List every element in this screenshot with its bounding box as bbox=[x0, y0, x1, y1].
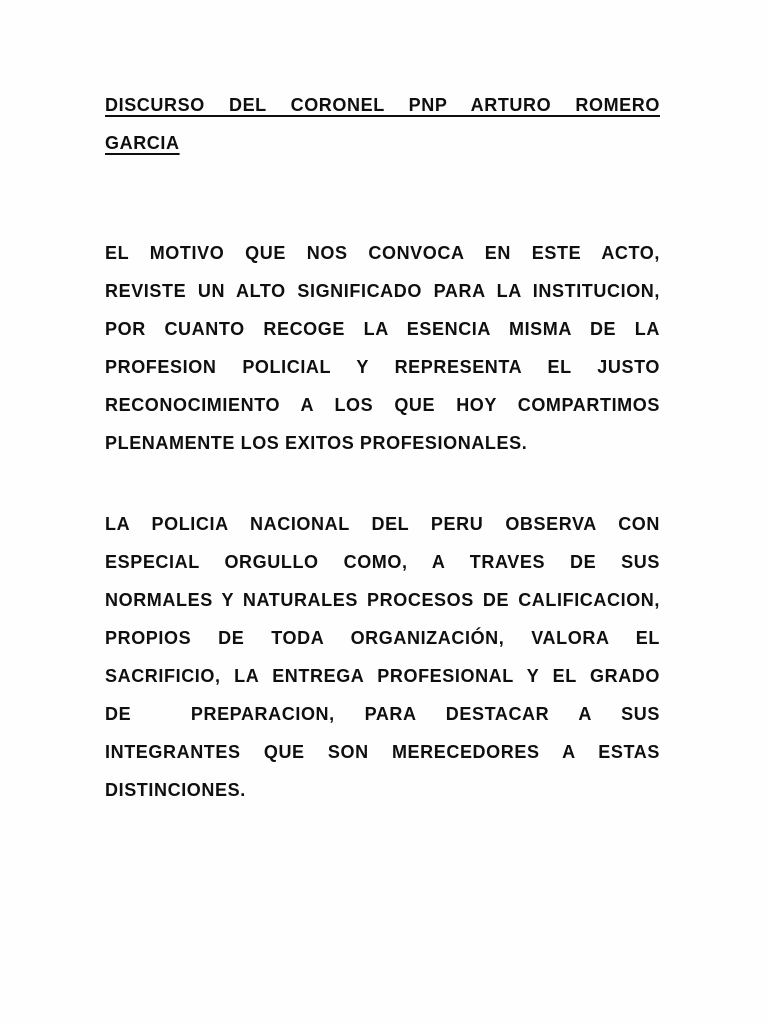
paragraph-2-line: INTEGRANTES QUE SON MERECEDORES A ESTAS bbox=[105, 742, 660, 762]
paragraph-1-line: PROFESION POLICIAL Y REPRESENTA EL JUSTO bbox=[105, 357, 660, 377]
title-line-2-text: GARCIA bbox=[105, 133, 180, 153]
paragraph-1-line: REVISTE UN ALTO SIGNIFICADO PARA LA INSTITUCION, bbox=[105, 281, 660, 301]
paragraph-2-line: DISTINCIONES. bbox=[105, 780, 246, 800]
paragraph-2-line: NORMALES Y NATURALES PROCESOS DE CALIFICACION, bbox=[105, 590, 660, 610]
paragraph-1-line: RECONOCIMIENTO A LOS QUE HOY COMPARTIMOS bbox=[105, 395, 660, 415]
paragraph-2-line: PROPIOS DE TODA ORGANIZACIÓN, VALORA EL bbox=[105, 628, 660, 648]
paragraph-2-line: ESPECIAL ORGULLO COMO, A TRAVES DE SUS bbox=[105, 552, 660, 572]
paragraph-2 bbox=[105, 505, 660, 809]
title-line-2 bbox=[105, 124, 660, 162]
title-line-1: DISCURSO DEL CORONEL PNP ARTURO ROMERO bbox=[105, 95, 660, 115]
paragraph-2-line: SACRIFICIO, LA ENTREGA PROFESIONAL Y EL GRADO bbox=[105, 666, 660, 686]
paragraph-1-line: PLENAMENTE LOS EXITOS PROFESIONALES. bbox=[105, 433, 528, 453]
paragraph-2-line: DE PREPARACION, PARA DESTACAR A SUS bbox=[105, 704, 660, 724]
paragraph-1 bbox=[105, 234, 660, 462]
text-block bbox=[105, 86, 660, 809]
paragraph-2-line: LA POLICIA NACIONAL DEL PERU OBSERVA CON bbox=[105, 514, 660, 534]
paragraph-1-line: EL MOTIVO QUE NOS CONVOCA EN ESTE ACTO, bbox=[105, 243, 660, 263]
paragraph-1-line: POR CUANTO RECOGE LA ESENCIA MISMA DE LA bbox=[105, 319, 660, 339]
document-title bbox=[105, 86, 660, 162]
